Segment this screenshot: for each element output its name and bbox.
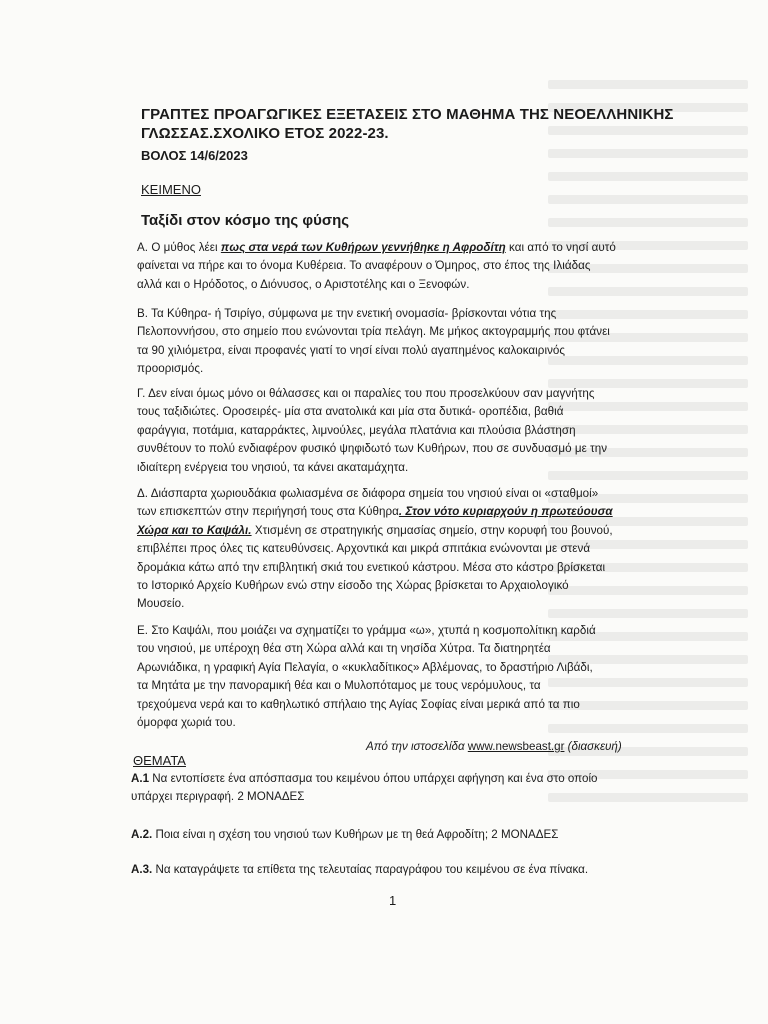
paragraph-e-line-3: Αρωνιάδικα, η γραφική Αγία Πελαγία, ο «κυκλαδίτικος» Αβλέμονας, το δραστήριο Λιβάδι, (137, 660, 593, 674)
paragraph-d-line-1: Δ. Διάσπαρτα χωριουδάκια φωλιασμένα σε διάφορα σημεία του νησιού είναι οι «σταθμοί» (137, 487, 599, 500)
paragraph-d-line-5: δρομάκια κάτω από την επιβλητική σκιά του ενετικού κάστρου. Μέσα στο κάστρο βρίσκεται (137, 560, 606, 574)
paragraph-e-line-1: Ε. Στο Καψάλι, που μοιάζει να σχηματίζει το γράμμα «ω», χτυπά η κοσμοπολίτικη καρδιά (137, 624, 596, 637)
page-number: 1 (389, 893, 397, 908)
question-a3-line-1 (131, 863, 588, 876)
paragraph-c-line-3: φαράγγια, ποτάμια, καταρράκτες, λιμνούλες, μεγάλα πλατάνια και πλούσια βλάστηση (137, 423, 576, 437)
text-run: Χτισμένη σε στρατηγικής σημασίας σημείο, στην κορυφή του βουνού, (251, 523, 613, 537)
paragraph-d-line-6: το Ιστορικό Αρχείο Κυθήρων ενώ στην είσοδο της Χώρας βρίσκεται το Αρχαιολογικό (137, 579, 569, 593)
paragraph-a (137, 239, 665, 294)
question-label: Α.2. (131, 828, 153, 841)
question-text: Να καταγράψετε τα επίθετα της τελευταίας παραγράφου του κειμένου σε ένα πίνακα. (152, 863, 589, 876)
section-label-text: ΚΕΙΜΕΝΟ (141, 182, 201, 197)
question-a1-line-2: υπάρχει περιγραφή. 2 ΜΟΝΑΔΕΣ (131, 790, 305, 804)
paragraph-e-line-4: τα Μητάτα με την πανοραμική θέα και ο Μυλοπόταμος με τους νερόμυλους, τα (137, 679, 541, 693)
question-a3 (131, 861, 671, 879)
exam-title-line-2: ΓΛΩΣΣΑΣ.ΣΧΟΛΙΚΟ ΕΤΟΣ 2022-23. (141, 125, 389, 142)
paragraph-c-line-4: συνθέτουν το πολύ ενδιαφέρον φυσικό ψηφιδωτό των Κυθήρων, που σε συνδυασμό με την (137, 442, 608, 456)
questions-heading: ΘΕΜΑΤΑ (133, 753, 186, 768)
paragraph-d (137, 485, 665, 614)
question-text: Να εντοπίσετε ένα απόσπασμα του κειμένου όπου υπάρχει αφήγηση και ένα στο οποίο (149, 772, 598, 785)
text-run: και από το νησί αυτό (505, 241, 616, 254)
paragraph-e-line-5: τρεχούμενα νερά και το καθηλωτικό σπήλαιο της Αγίας Σοφίας είναι μερικά από τα πιο (137, 697, 580, 711)
question-a1 (131, 770, 671, 807)
paragraph-c-line-1: Γ. Δεν είναι όμως μόνο οι θάλασσες και οι παραλίες του που προσελκύουν σαν μαγνήτης (137, 387, 595, 400)
question-a1-line-1 (131, 770, 671, 788)
paragraph-b (137, 305, 665, 379)
paragraph-b-line-1: Β. Τα Κύθηρα- ή Τσιρίγο, σύμφωνα με την ενετική ονομασία- βρίσκονται νότια της (137, 307, 557, 320)
paragraph-d-line-4: επιβλέπει προς όλες τις κατευθύνσεις. Αρχοντικά και μικρά σπιτάκια ενώνονται με στενά (137, 542, 591, 556)
emphasized-phrase: Χώρα και το Καψάλι. (137, 523, 252, 537)
question-label: Α.3. (131, 863, 153, 876)
paragraph-c-line-5: ιδιαίτερη ενέργεια του νησιού, τα κάνει ακαταμάχητα. (137, 460, 409, 474)
source-prefix: Από την ιστοσελίδα (366, 740, 468, 753)
exam-title (141, 105, 701, 143)
paragraph-a-line-2: φαίνεται να πήρε και το όνομα Κυθέρεια. Το αναφέρουν ο Όμηρος, στο έπος της Ιλιάδας (137, 259, 591, 273)
question-a2-line-1 (131, 828, 558, 841)
text-title: Ταξίδι στον κόσμο της φύσης (141, 212, 350, 229)
text-run: Α. Ο μύθος λέει (137, 241, 221, 254)
source-link[interactable]: www.newsbeast.gr (467, 740, 565, 753)
exam-date: ΒΟΛΟΣ 14/6/2023 (141, 148, 248, 163)
paragraph-e (137, 622, 665, 732)
paragraph-c-line-2: τους ταξιδιώτες. Οροσειρές- μία στα ανατολικά και μία στα δυτικά- οροπέδια, βαθιά (137, 405, 564, 419)
paragraph-b-line-2: Πελοποννήσου, στο σημείο που ενώνονται τρία πελάγη. Με μήκος ακτογραμμής που φτάνει (137, 325, 610, 339)
emphasized-phrase: . Στον νότο κυριαρχούν η πρωτεύουσα (398, 505, 613, 519)
exam-title-line-1: ΓΡΑΠΤΕΣ ΠΡΟΑΓΩΓΙΚΕΣ ΕΞΕΤΑΣΕΙΣ ΣΤΟ ΜΑΘΗΜΑ ΤΗΣ ΝΕΟΕΛΛΗΝΙΚΗΣ (141, 106, 674, 123)
paragraph-d-line-3 (137, 522, 665, 540)
question-a2 (131, 826, 671, 844)
paragraph-d-line-2 (137, 503, 665, 521)
paragraph-d-line-7: Μουσείο. (137, 597, 185, 611)
question-label: Α.1 (131, 772, 150, 785)
paragraph-e-line-2: του νησιού, με υπέροχη θέα στη Χώρα αλλά και τη νησίδα Χύτρα. Τα διατηρητέα (137, 642, 551, 656)
paragraph-b-line-3: τα 90 χιλιόμετρα, είναι προφανές γιατί το νησί είναι πολύ αγαπημένος καλοκαιρινός (137, 343, 566, 357)
paragraph-a-line-3: αλλά και ο Ηρόδοτος, ο Διόνυσος, ο Αριστοτέλης και ο Ξενοφών. (137, 277, 470, 291)
question-text: Ποια είναι η σχέση του νησιού των Κυθήρων με τη θεά Αφροδίτη; 2 ΜΟΝΑΔΕΣ (152, 828, 559, 841)
paragraph-a-line-1 (137, 239, 665, 257)
paragraph-c (137, 385, 665, 477)
text-run: των επισκεπτών στην περιήγησή τους στα Κύθηρα (137, 505, 399, 519)
paragraph-e-line-6: όμορφα χωριά του. (137, 716, 236, 730)
paragraph-b-line-4: προορισμός. (137, 362, 204, 376)
source-attribution (366, 740, 622, 753)
source-suffix: (διασκευή) (564, 740, 622, 753)
emphasized-phrase: πως στα νερά των Κυθήρων γεννήθηκε η Αφροδίτη (220, 241, 506, 254)
